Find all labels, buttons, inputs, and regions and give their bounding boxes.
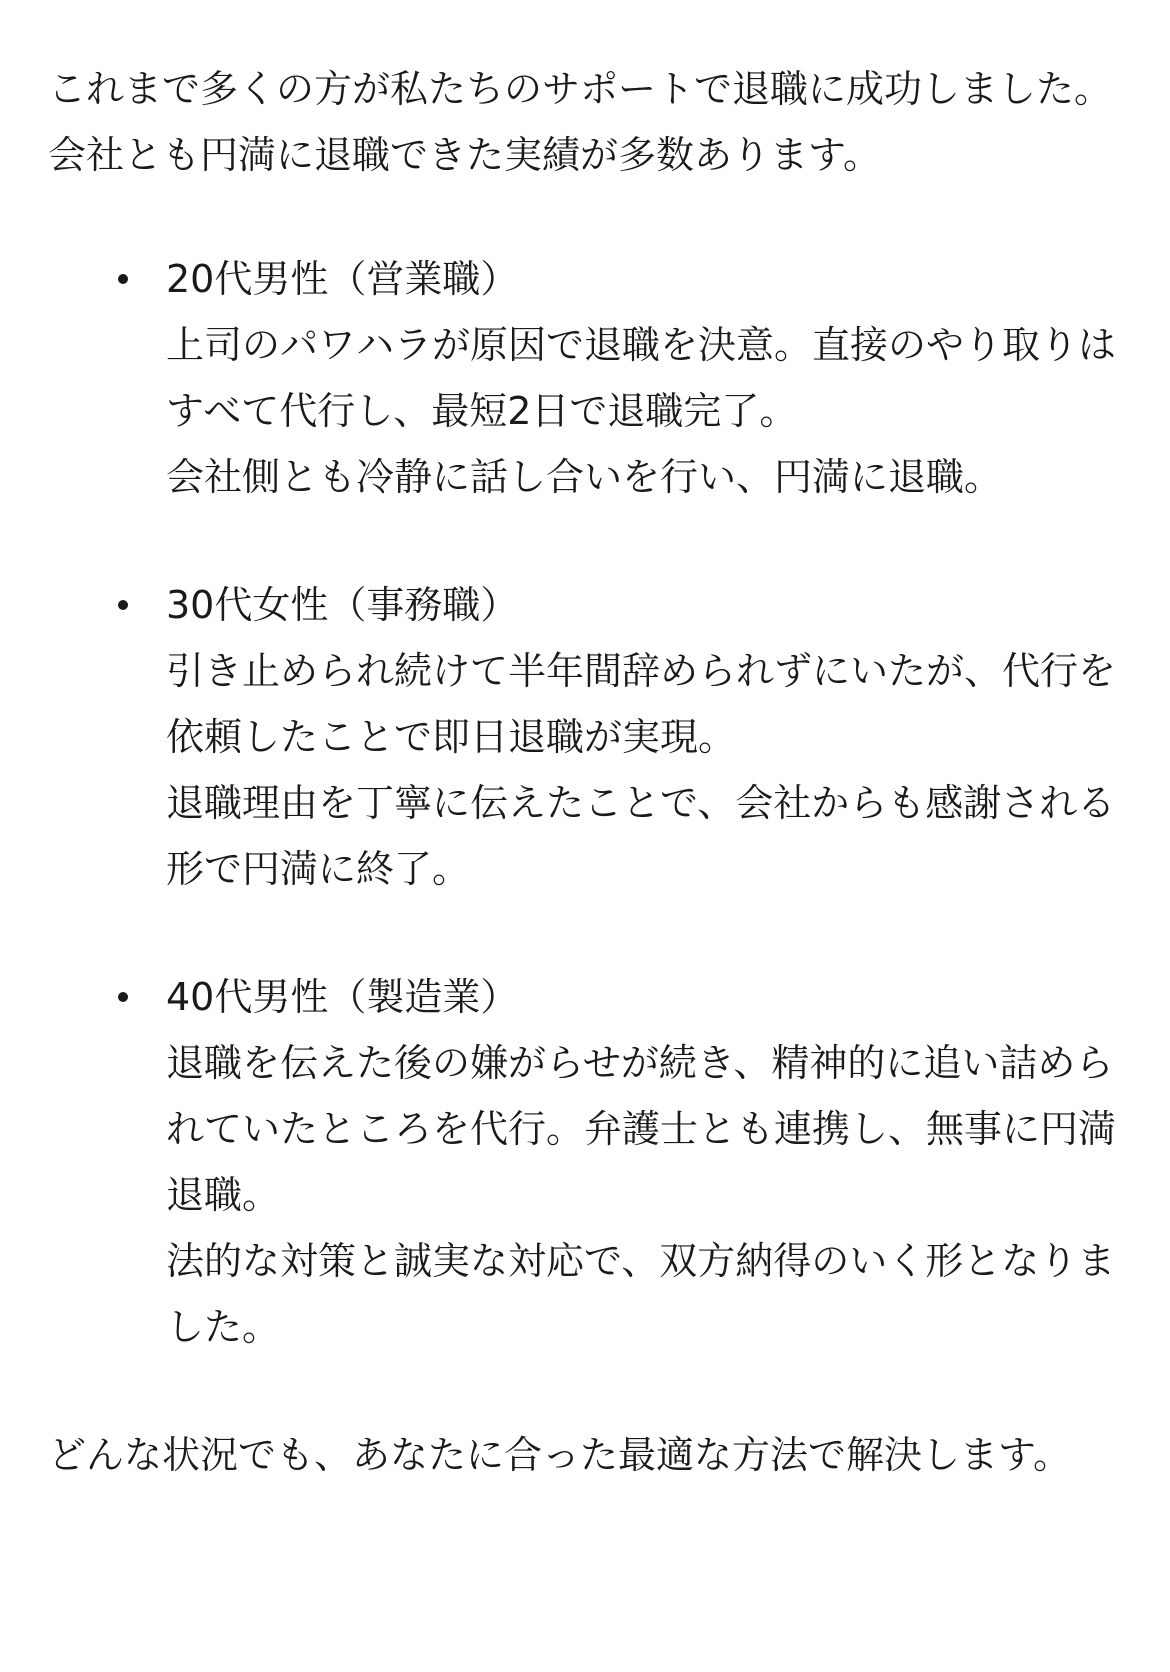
case-title: 20代男性（営業職） xyxy=(166,257,519,301)
case-title: 40代男性（製造業） xyxy=(166,975,519,1019)
case-description: 退職を伝えた後の嫌がらせが続き、精神的に追い詰められていたところを代行。弁護士とも連携し、無事に円満退職。 xyxy=(166,1041,1117,1217)
list-item xyxy=(48,964,1130,1360)
list-item xyxy=(48,246,1130,510)
bullet-icon xyxy=(118,274,128,284)
closing-text: どんな状況でも、あなたに合った最適な方法で解決します。 xyxy=(48,1433,1071,1477)
case-description: 引き止められ続けて半年間辞められずにいたが、代行を依頼したことで即日退職が実現。 xyxy=(166,649,1117,759)
case-result: 退職理由を丁寧に伝えたことで、会社からも感謝される形で円満に終了。 xyxy=(166,781,1116,891)
intro-line-1: これまで多くの方が私たちのサポートで退職に成功しました。 xyxy=(48,67,1113,111)
bullet-icon xyxy=(118,600,128,610)
case-list xyxy=(48,246,1130,1360)
bullet-icon xyxy=(118,992,128,1002)
case-description: 上司のパワハラが原因で退職を決意。直接のやり取りはすべて代行し、最短2日で退職完了。 xyxy=(166,323,1117,433)
intro-line-2: 会社とも円満に退職できた実績が多数あります。 xyxy=(48,133,881,177)
case-result: 法的な対策と誠実な対応で、双方納得のいく形となりました。 xyxy=(166,1239,1116,1349)
list-item xyxy=(48,572,1130,902)
case-result: 会社側とも冷静に話し合いを行い、円満に退職。 xyxy=(166,455,1003,499)
intro-section xyxy=(48,56,1130,188)
case-title: 30代女性（事務職） xyxy=(166,583,519,627)
